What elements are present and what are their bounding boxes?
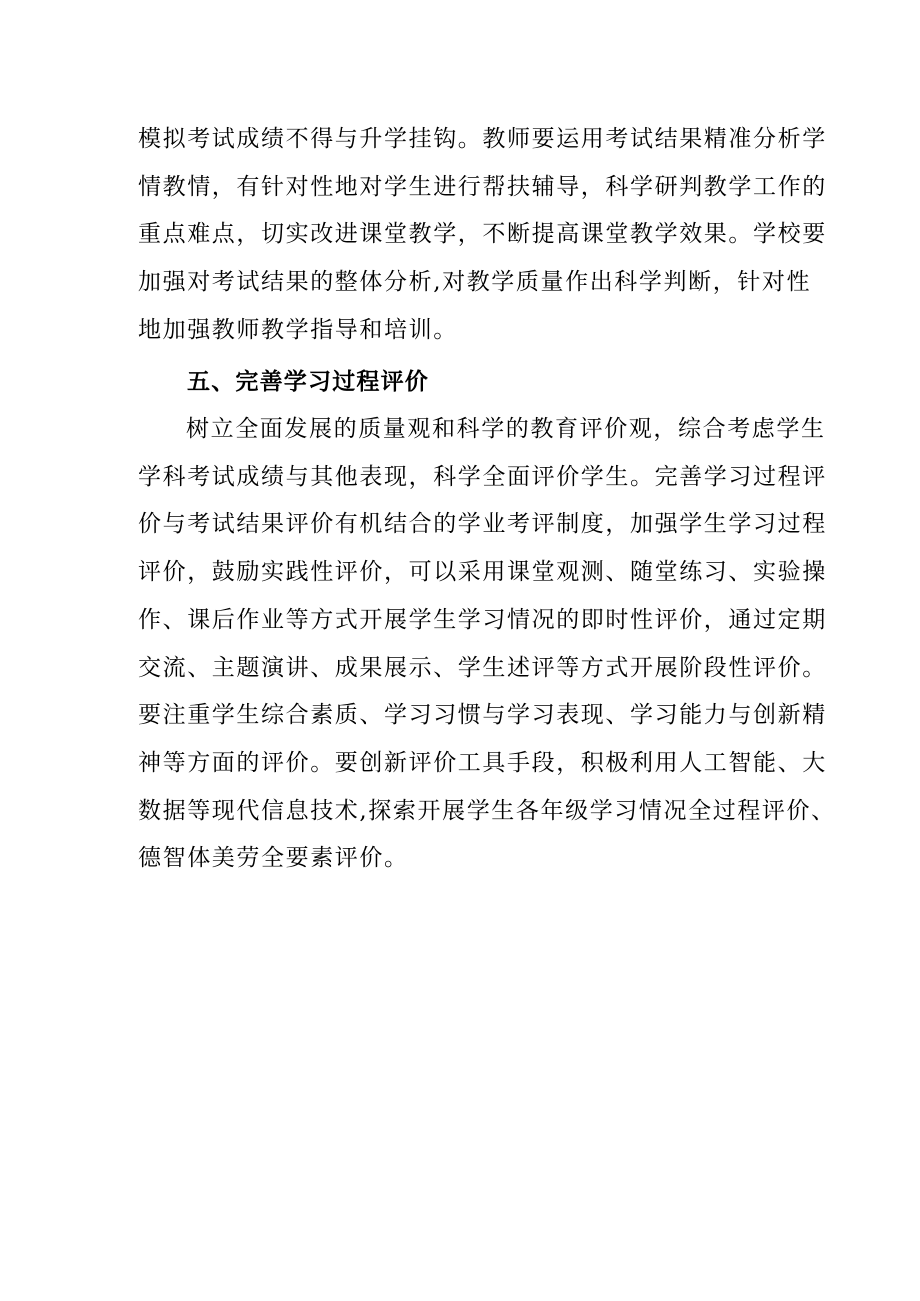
text-line: 交流、主题演讲、成果展示、学生述评等方式开展阶段性评价。 bbox=[138, 654, 827, 681]
text-line: 学科考试成绩与其他表现，科学全面评价学生。完善学习过程评 bbox=[138, 463, 827, 490]
text-line: 树立全面发展的质量观和科学的教育评价观，综合考虑学生 bbox=[186, 416, 826, 442]
text-line: 神等方面的评价。要创新评价工具手段，积极利用人工智能、大 bbox=[138, 749, 827, 776]
section-heading: 五、完善学习过程评价 bbox=[187, 369, 429, 395]
paragraph-continued bbox=[138, 116, 827, 355]
text-line: 评价，鼓励实践性评价，可以采用课堂观测、随堂练习、实验操 bbox=[138, 559, 827, 586]
text-line: 价与考试结果评价有机结合的学业考评制度，加强学生学习过程 bbox=[138, 511, 827, 538]
text-line: 模拟考试成绩不得与升学挂钩。教师要运用考试结果精准分析学 bbox=[138, 126, 827, 152]
text-line: 作、课后作业等方式开展学生学习情况的即时性评价，通过定期 bbox=[138, 606, 827, 633]
text-line: 数据等现代信息技术,探索开展学生各年级学习情况全过程评价、 bbox=[138, 797, 836, 824]
paragraph-section-5 bbox=[138, 406, 836, 883]
text-line: 重点难点，切实改进课堂教学，不断提高课堂教学效果。学校要 bbox=[138, 221, 827, 248]
text-line: 地加强教师教学指导和培训。 bbox=[138, 316, 458, 343]
text-line: 要注重学生综合素质、学习习惯与学习表现、学习能力与创新精 bbox=[138, 702, 827, 729]
text-line: 情教情，有针对性地对学生进行帮扶辅导，科学研判教学工作的 bbox=[138, 173, 827, 200]
text-line: 德智体美劳全要素评价。 bbox=[138, 845, 409, 872]
text-line: 加强对考试结果的整体分析,对教学质量作出科学判断，针对性 bbox=[138, 269, 812, 296]
